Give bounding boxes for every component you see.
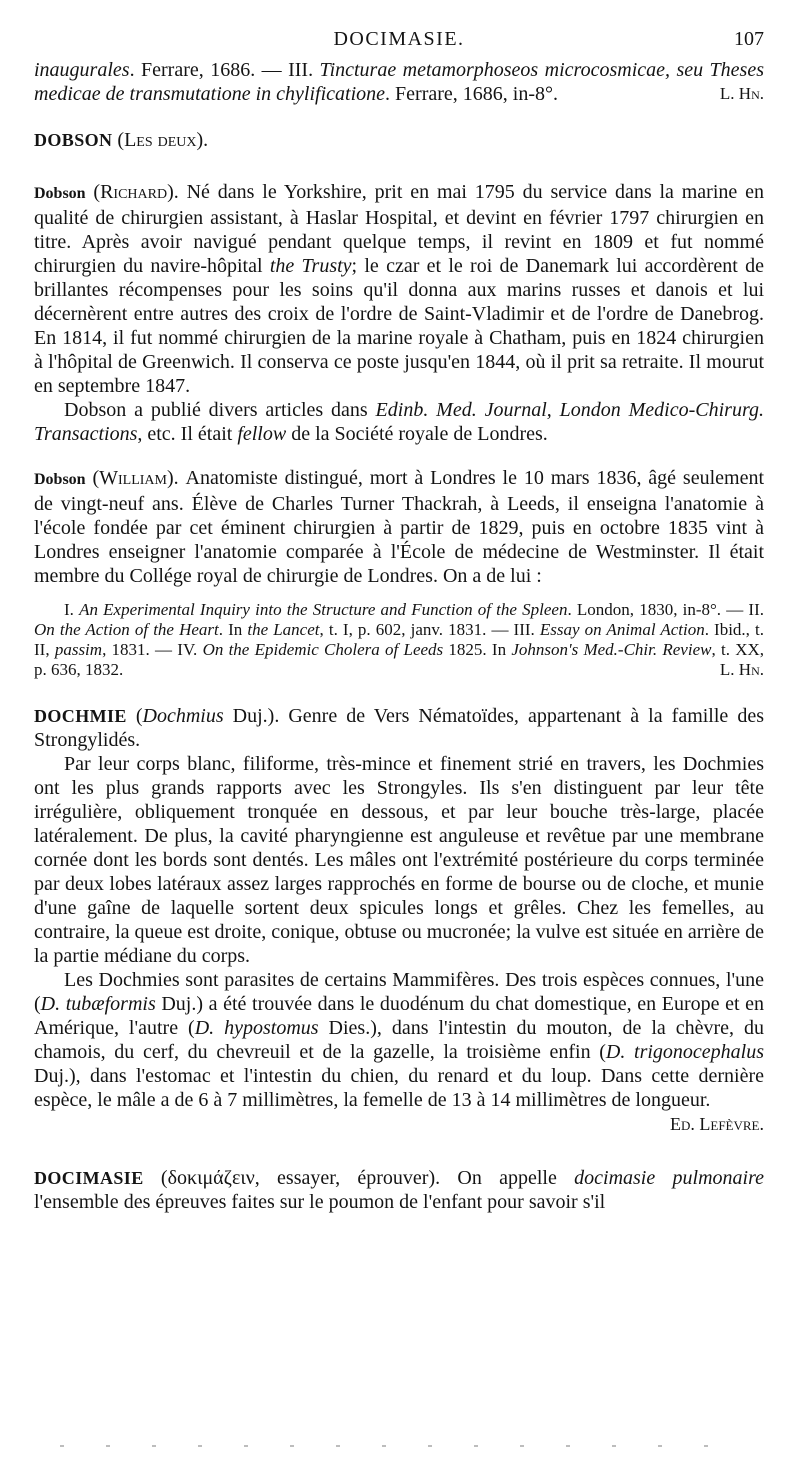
dobson-richard-text-a: Né dans le Yorkshire, prit en mai 1795 du service dans la marine en qualité de chirurgien assistant, à Haslar Hospital, et devint en février 1797 chirurgien en titre. Après avoir navigué pendant quelque temps, il revint en 1809 et fut nommé chirurgien du navire-hôpital [34, 181, 764, 277]
dochmie-signature: Ed. Lefèvre. [670, 1114, 764, 1134]
dochmie-species-a: Les Dochmies sont parasites de certains Mammifères. Des trois espèces connues, l'une ( [34, 969, 764, 1015]
biblio-ref-3: , t. I, p. 602, janv. 1831. — III. [319, 620, 540, 639]
intro-text-a: inaugurales [34, 59, 130, 81]
dobson-william-text: Anatomiste distingué, mort à Londres le 10 mars 1836, âgé seulement de vingt-neuf ans. Élève de Charles Turner Thackrah, à Leeds, il enseigna l'anatomie à l'école fondée par cet éminent chirurgien à partir de 1829, puis en octobre 1835 vint à Londres enseigner l'anatomie comparée à l'École de médecine de Westminster. Il était membre du Collége royal de chirurgie de Londres. On a de lui : [34, 467, 765, 587]
intro-signature: L. Hn. [719, 84, 764, 103]
docimasie-greek: δοκιμάζειν [167, 1167, 255, 1189]
running-head [34, 28, 764, 58]
docimasie-text-b: , essayer, éprouver). On appelle [254, 1167, 575, 1189]
dobson-richard-pub-b: , etc. Il était [137, 423, 238, 445]
dobson-richard-name: (Richard). [85, 181, 187, 203]
running-head-title: DOCIMASIE. [333, 28, 465, 50]
docimasie-head: DOCIMASIE [34, 1168, 144, 1188]
dochmie-species-d: Duj.), dans l'estomac et l'intestin du chien, du renard et du loup. Dans cette dernière espèce, le mâle a de 6 à 7 millimètres, la femelle de 13 à 14 millimètres de longueur. [34, 1065, 764, 1111]
biblio-ref-4: . Ibid., t. II, [34, 620, 764, 659]
biblio-ref-7: , t. XX, p. 636, 1832. [34, 640, 764, 679]
intro-paragraph [34, 58, 764, 106]
biblio-ref-5: , 1831. — IV. [102, 640, 203, 659]
biblio-title-6: On the Epidemic Cholera of Leeds [202, 640, 444, 659]
dobson-william-name: (William). [85, 467, 186, 489]
dochmie-species [34, 968, 765, 1134]
dobson-william-signature: L. Hn. [719, 660, 764, 679]
entry-dobson-richard [34, 180, 764, 398]
dobson-richard-ship: the Trusty [269, 255, 352, 277]
biblio-ref-6: 1825. In [443, 640, 512, 659]
dochmie-species-2: D. hypostomus [194, 1017, 319, 1039]
dochmie-species-b: Duj.) a été trouvée dans le duodénum du chat domestique, en Europe et en Amérique, l'autre ( [34, 993, 764, 1039]
biblio-ref-2: . In [218, 620, 248, 639]
dobson-william-head: Dobson [34, 471, 86, 488]
dobson-richard-journal: Edinb. Med. Journal, London Medico-Chirurg. Transactions [34, 399, 764, 445]
biblio-title-3: the Lancet [247, 620, 320, 639]
entry-dobson-william [34, 466, 764, 588]
docimasie-text-c: l'ensemble des épreuves faites sur le poumon de l'enfant pour savoir s'il [34, 1191, 606, 1213]
dobson-richard-publications [34, 398, 764, 446]
docimasie-text-a: ( [143, 1167, 168, 1189]
dobson-deux-head: DOBSON [34, 130, 113, 150]
dobson-richard-pub-c: de la Société royale de Londres. [286, 423, 548, 445]
biblio-title-1: An Experimental Inquiry into the Structure and Function of the Spleen [79, 600, 568, 619]
entry-docimasie [34, 1166, 764, 1214]
biblio-title-5: passim [54, 640, 103, 659]
dobson-deux-suffix: (Les deux). [112, 129, 209, 151]
dochmie-head: DOCHMIE [34, 706, 127, 726]
biblio-n1: I. [64, 600, 80, 619]
entry-dobson-deux [34, 128, 764, 152]
page-number: 107 [734, 28, 764, 50]
docimasie-term: docimasie pulmonaire [574, 1167, 764, 1189]
intro-text-c: Tincturae metamorphoseos microcosmicae, seu Theses medicae de transmutatione in chylificatione [34, 59, 765, 105]
dobson-richard-fellow: fellow [237, 423, 287, 445]
biblio-title-4: Essay on Animal Action [539, 620, 705, 639]
dochmie-intro-a: ( [126, 705, 143, 727]
dochmie-species-1: D. tubæformis [40, 993, 156, 1015]
intro-text-b: . Ferrare, 1686. — III. [129, 59, 320, 81]
biblio-ref-1: . London, 1830, in-8°. — II. [567, 600, 764, 619]
dochmie-description: Par leur corps blanc, filiforme, très-mince et finement strié en travers, les Dochmies ont les plus grands rapports avec les Strongyles. Ils s'en distinguent par leur tête irrégulière, obliquement tronquée en dessous, et par leur bouche très-large, placée latéralement. De plus, la cavité pharyngienne est anguleuse et revêtue par une membrane cornée dont les bords sont dentés. Les mâles ont l'extrémité postérieure du corps terminée par deux lobes latéraux assez larges rapprochés en forme de bourse ou de cloche, et munie d'une gaîne de laquelle sortent deux spicules longs et grêles. Chez les femelles, au contraire, la queue est droite, conique, obtuse ou mucronée; la vulve est située en arrière de la partie médiane du corps. [34, 753, 764, 967]
dochmie-genus: Dochmius [142, 705, 224, 727]
dochmie-species-c: Dies.), dans l'intestin du mouton, de la chèvre, du chamois, du cerf, du chevreuil et de la gazelle, la troisième enfin ( [34, 1017, 764, 1063]
dobson-richard-text-b: ; le czar et le roi de Danemark lui accordèrent de brillantes récompenses pour les soins qu'il donna aux marins russes et danois et lui décernèrent entre autres des croix de l'ordre de Saint-Vladimir et de l'ordre de Danebrog. En 1814, il fut nommé chirurgien de la marine royale à Chatham, puis en 1824 chirurgien à l'hôpital de Greenwich. Il conserva ce poste jusqu'en 1844, où il prit sa retraite. Il mourut en septembre 1847. [34, 255, 764, 397]
dochmie-intro-b: Duj.). Genre de Vers Nématoïdes, appartenant à la famille des Strongylidés. [34, 705, 764, 751]
dochmie-species-3: D. trigonocephalus [605, 1041, 765, 1063]
dobson-richard-head: Dobson [34, 185, 86, 202]
intro-text-d: . Ferrare, 1686, in-8°. [385, 83, 558, 105]
entry-dochmie [34, 704, 764, 752]
dobson-william-bibliography [34, 600, 764, 680]
page-bottom-rule [60, 1445, 720, 1447]
biblio-title-2: On the Action of the Heart [34, 620, 219, 639]
dictionary-page [34, 28, 764, 1214]
biblio-title-7: Johnson's Med.-Chir. Review [511, 640, 712, 659]
dobson-richard-pub-a: Dobson a publié divers articles dans [64, 399, 376, 421]
